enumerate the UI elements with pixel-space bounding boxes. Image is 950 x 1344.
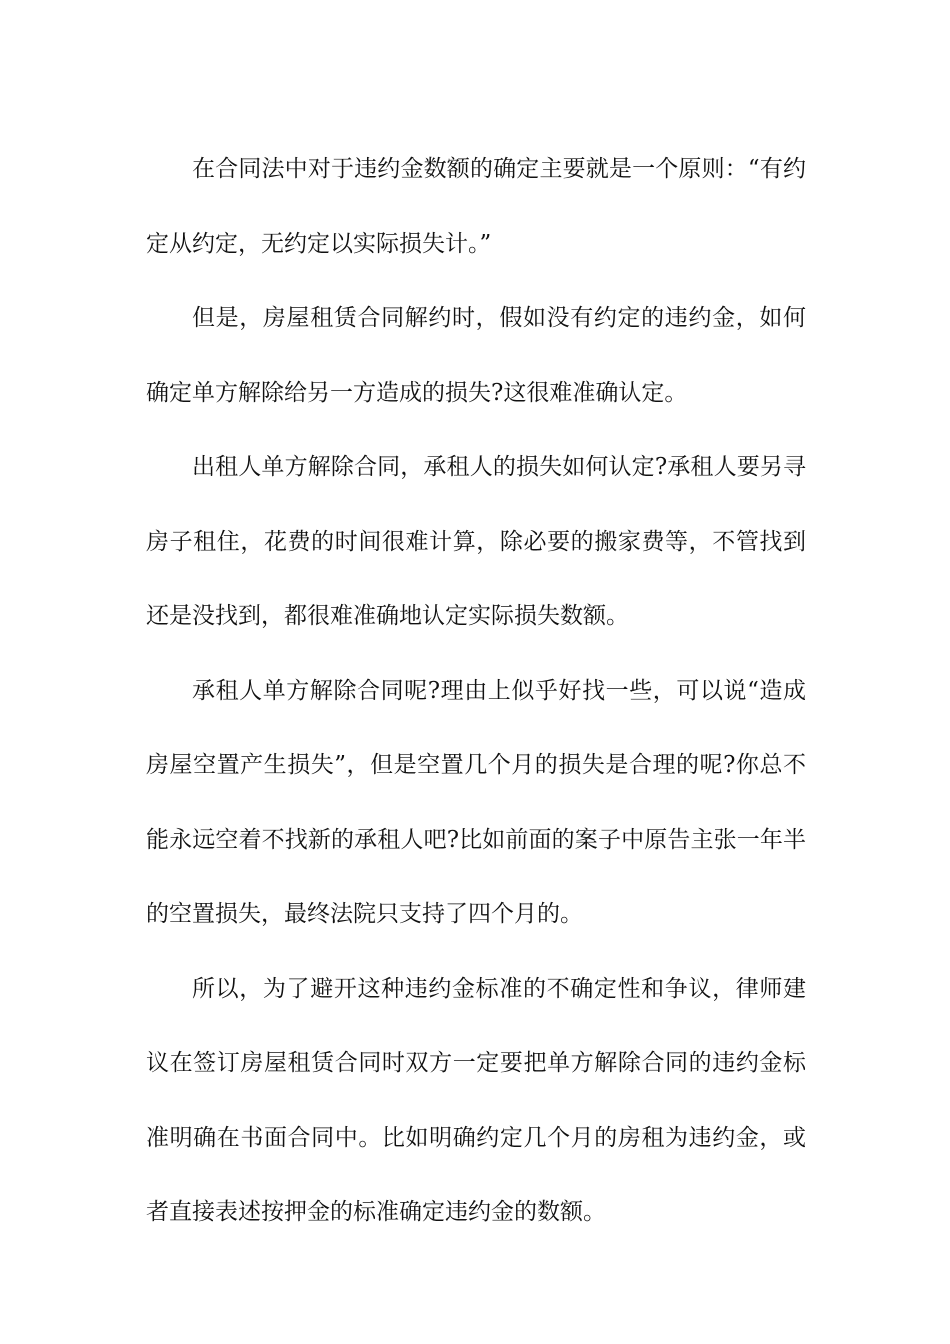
- paragraph-2: 但是，房屋租赁合同解约时，假如没有约定的违约金，如何确定单方解除给另一方造成的损失?这很难准确认定。: [146, 305, 806, 406]
- document-body: [146, 132, 806, 1250]
- paragraph-3: 出租人单方解除合同，承租人的损失如何认定?承租人要另寻房子租住，花费的时间很难计算，除必要的搬家费等，不管找到还是没找到，都很难准确地认定实际损失数额。: [146, 454, 806, 629]
- paragraph-4: 承租人单方解除合同呢?理由上似乎好找一些，可以说“造成房屋空置产生损失”，但是空置几个月的损失是合理的呢?你总不能永远空着不找新的承租人吧?比如前面的案子中原告主张一年半的空置损失，最终法院只支持了四个月的。: [146, 677, 806, 927]
- paragraph-1: 在合同法中对于违约金数额的确定主要就是一个原则：“有约定从约定，无约定以实际损失计。”: [146, 156, 806, 257]
- paragraph-5: 所以，为了避开这种违约金标准的不确定性和争议，律师建议在签订房屋租赁合同时双方一定要把单方解除合同的违约金标准明确在书面合同中。比如明确约定几个月的房租为违约金，或者直接表述按押金的标准确定违约金的数额。: [146, 975, 806, 1225]
